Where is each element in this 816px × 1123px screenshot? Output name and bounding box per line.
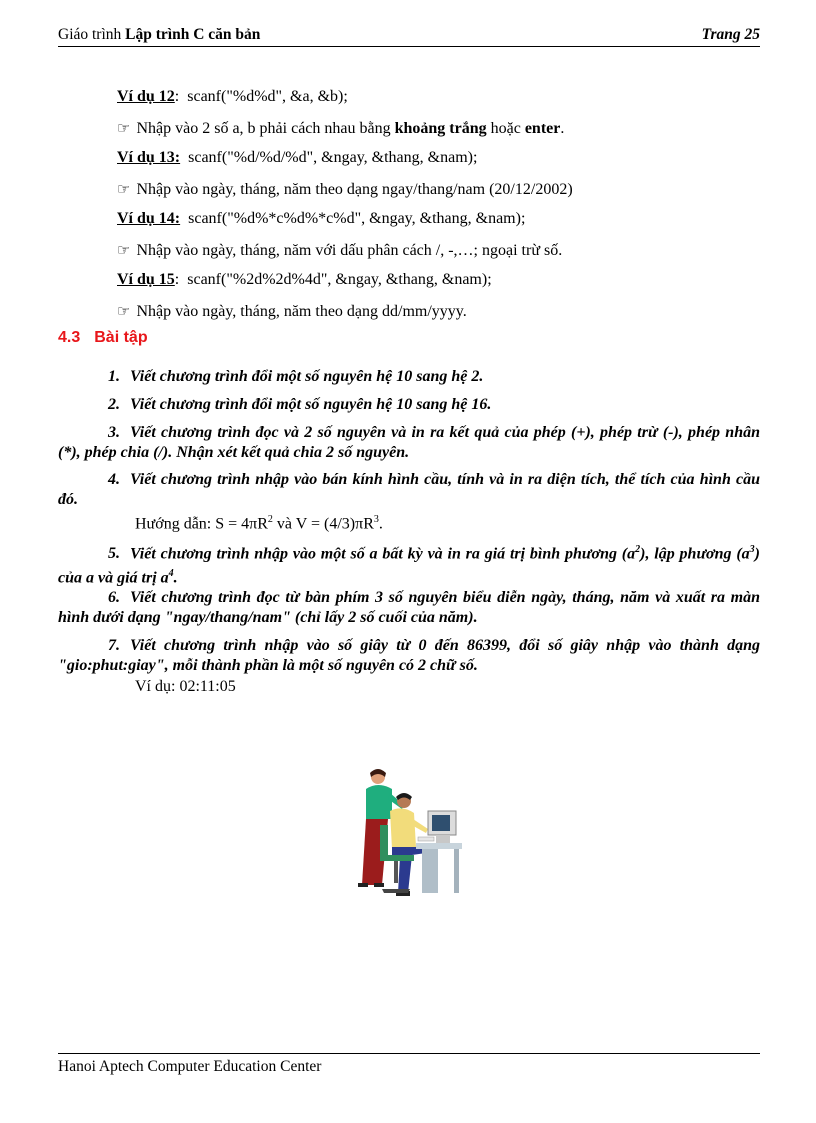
exercise-text: Viết chương trình nhập vào bán kính hình cầu, tính và in ra diện tích, thể tích của hình cầu đó. xyxy=(58,471,760,508)
note-bold: khoảng trắng xyxy=(394,120,487,137)
header-prefix: Giáo trình xyxy=(58,26,126,43)
exercise-number: 4. xyxy=(108,471,120,488)
superscript: 4 xyxy=(168,568,174,580)
pointing-hand-icon: ☞ xyxy=(117,180,131,198)
note-bold: enter xyxy=(524,120,561,137)
hint-text: và V = (4/3)πR xyxy=(272,515,374,533)
pointing-hand-icon: ☞ xyxy=(117,241,131,259)
exercise-6 xyxy=(58,588,760,628)
woman-shoe xyxy=(374,883,384,887)
superscript: 2 xyxy=(267,514,273,525)
example-code: scanf("%d%*c%d%*c%d", &ngay, &thang, &nam); xyxy=(180,210,526,227)
desk-top xyxy=(416,843,462,849)
example-code: scanf("%d/%d/%d", &ngay, &thang, &nam); xyxy=(180,149,478,166)
exercise-text: Viết chương trình đọc từ bàn phím 3 số nguyên biểu diễn ngày, tháng, năm và xuất ra màn hình dưới dạng "ngay/thang/nam" (chỉ lấy 2 số cuối của năm). xyxy=(58,589,760,626)
example-14-note xyxy=(117,240,562,261)
header-title xyxy=(58,26,260,44)
page-footer: Hanoi Aptech Computer Education Center xyxy=(58,1053,760,1076)
example-code: scanf("%2d%2d%4d", &ngay, &thang, &nam); xyxy=(179,271,492,288)
chair-post xyxy=(394,861,398,883)
example-label: Ví dụ 15 xyxy=(117,271,175,288)
exercise-text: Viết chương trình nhập vào một số a bất kỳ và in ra giá trị bình phương (a xyxy=(130,545,636,563)
desk-leg xyxy=(454,849,459,893)
woman-shoe xyxy=(358,883,368,887)
note-text: Nhập vào 2 số a, b phải cách nhau bằng xyxy=(136,120,395,137)
example-12 xyxy=(117,87,348,107)
people-at-computer-illustration xyxy=(352,767,464,905)
example-label: Ví dụ 13: xyxy=(117,149,181,166)
superscript: 3 xyxy=(373,514,379,525)
exercise-text: Viết chương trình đổi một số nguyên hệ 10 sang hệ 16. xyxy=(130,396,492,413)
example-13-note xyxy=(117,179,573,200)
woman-shirt xyxy=(366,785,392,819)
desk-drawer xyxy=(422,849,438,893)
header-book-title: Lập trình C căn bản xyxy=(125,26,261,43)
hint-text: . xyxy=(378,515,383,533)
note-text: . xyxy=(560,120,565,137)
exercise-number: 2. xyxy=(108,396,120,413)
pointing-hand-icon: ☞ xyxy=(117,119,131,137)
exercise-text: ), lập phương (a xyxy=(640,545,750,563)
exercise-number: 5. xyxy=(108,545,120,563)
exercise-text: Viết chương trình đổi một số nguyên hệ 10 sang hệ 2. xyxy=(130,368,484,385)
keyboard xyxy=(418,837,434,841)
page-header xyxy=(58,26,760,47)
hint-text: Hướng dẫn: S = 4πR xyxy=(135,515,268,533)
example-label: Ví dụ 14: xyxy=(117,210,181,227)
example-code: scanf("%d%d", &a, &b); xyxy=(179,88,348,105)
exercise-4-hint xyxy=(135,510,383,534)
exercise-number: 7. xyxy=(108,637,120,654)
man-shirt xyxy=(390,808,416,849)
computer-case xyxy=(436,835,450,843)
superscript: 2 xyxy=(635,544,641,555)
section-heading xyxy=(58,329,148,347)
example-14 xyxy=(117,209,525,229)
superscript: 3 xyxy=(749,544,755,555)
section-number: 4.3 xyxy=(58,329,81,346)
example-colon: : xyxy=(174,88,180,105)
note-text: Nhập vào ngày, tháng, năm với dấu phân cách /, -,…; ngoại trừ số. xyxy=(136,242,563,259)
exercise-number: 3. xyxy=(108,424,120,441)
exercise-text: ) của a và giá trị a xyxy=(58,545,760,587)
note-text: Nhập vào ngày, tháng, năm theo dạng ngay/thang/nam (20/12/2002) xyxy=(136,181,573,198)
example-15 xyxy=(117,270,492,290)
chair-base xyxy=(382,889,410,893)
exercise-number: 1. xyxy=(108,368,120,385)
chair-back xyxy=(380,825,388,859)
example-15-note xyxy=(117,301,467,322)
exercise-text: Viết chương trình đọc và 2 số nguyên và in ra kết quả của phép (+), phép trừ (-), phép nhân (*), phép chia (/). Nhận xét kết quả chia 2 số nguyên. xyxy=(58,424,760,461)
exercise-4 xyxy=(58,470,760,510)
exercise-2 xyxy=(108,395,491,415)
note-text: Nhập vào ngày, tháng, năm theo dạng dd/mm/yyyy. xyxy=(136,303,467,320)
monitor-screen xyxy=(432,815,450,831)
page-number: Trang 25 xyxy=(701,26,760,43)
exercise-number: 6. xyxy=(108,589,120,606)
note-text: hoặc xyxy=(486,120,525,137)
exercise-1 xyxy=(108,367,483,387)
exercise-7 xyxy=(58,636,760,676)
example-colon: : xyxy=(174,271,180,288)
example-label: Ví dụ 12 xyxy=(117,88,175,105)
exercise-text: . xyxy=(173,569,178,587)
exercise-3 xyxy=(58,423,760,463)
chair-seat xyxy=(380,855,414,861)
example-13 xyxy=(117,148,477,168)
exercise-5 xyxy=(58,540,760,589)
example-12-note xyxy=(117,118,564,139)
pointing-hand-icon: ☞ xyxy=(117,302,131,320)
section-title: Bài tập xyxy=(94,329,148,346)
exercise-text: Viết chương trình nhập vào số giây từ 0 đến 86399, đổi số giây nhập vào thành dạng "gio:phut:giay", mỗi thành phần là một số nguyên có 2 chữ số. xyxy=(58,637,760,674)
exercise-7-hint: Ví dụ: 02:11:05 xyxy=(135,678,236,695)
